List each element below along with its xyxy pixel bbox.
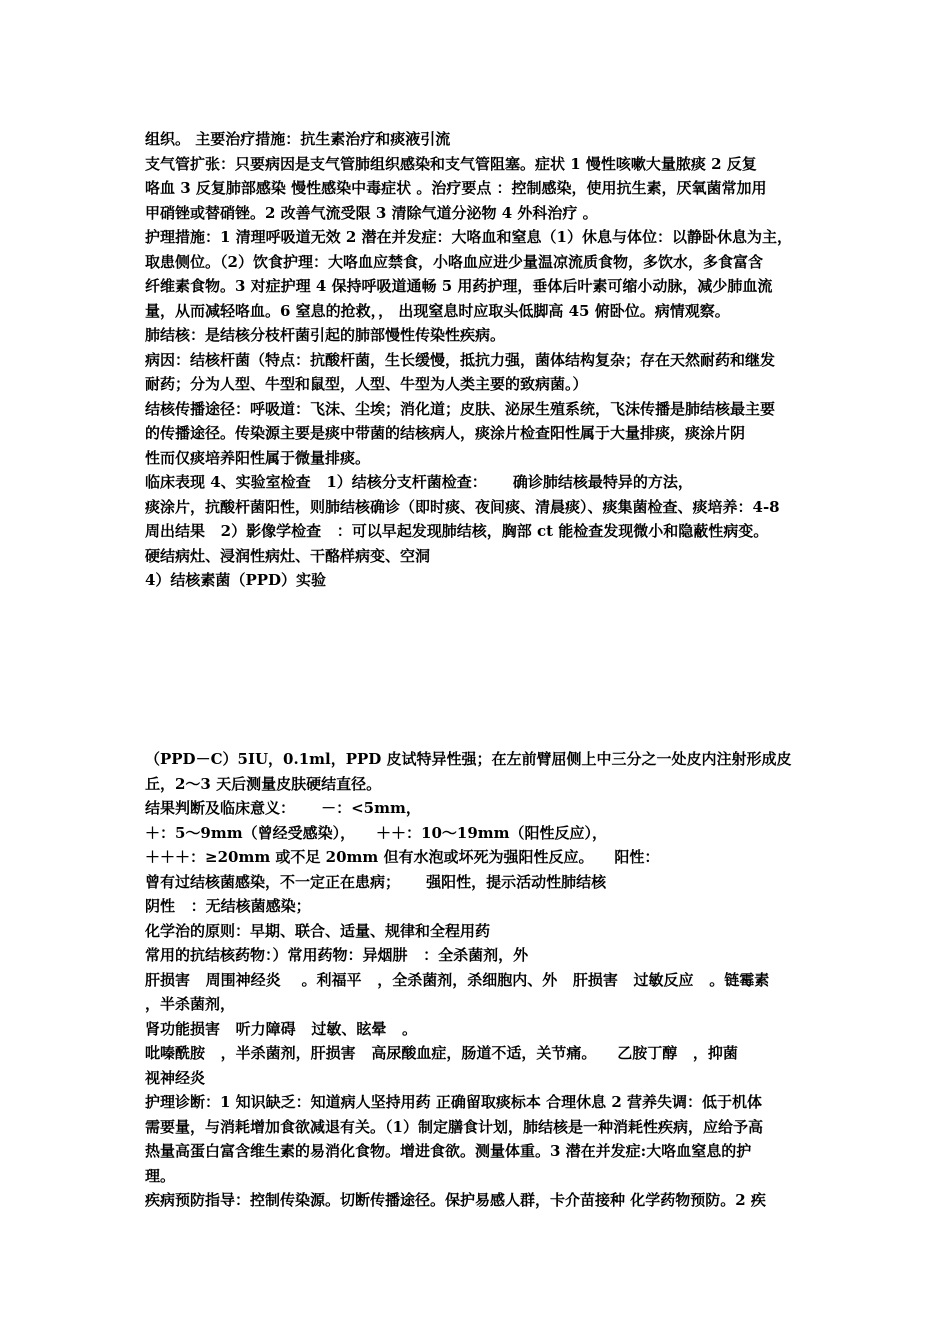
text-line: 视神经炎	[145, 1068, 206, 1087]
text-line: 量，从而减轻咯血。6 窒息的抢救，， 出现窒息时应取头低脚高 45 俯卧位。病情观察。	[145, 301, 730, 320]
text-line: 甲硝锉或替硝锉。2 改善气流受限 3 清除气道分泌物 4 外科治疗 。	[145, 203, 598, 222]
text-line: 组织。 主要治疗措施：抗生素治疗和痰液引流	[145, 130, 451, 148]
text-line: 化学治的原则：早期、联合、适量、规律和全程用药	[145, 921, 491, 940]
text-line: 肾功能损害 听力障碍 过敏、眩晕 。	[145, 1019, 418, 1038]
text-line: 热量高蛋白富含维生素的易消化食物。增进食欲。测量体重。3 潜在并发症:大咯血窒息的护	[145, 1142, 752, 1160]
text-line: 护理措施：1 清理呼吸道无效 2 潜在并发症：大咯血和窒息（1）休息与体位：以静卧休息为主，	[145, 228, 792, 246]
text-line: 支气管扩张：只要病因是支气管肺组织感染和支气管阻塞。症状 1 慢性咳嗽大量脓痰 2 反复	[145, 154, 757, 173]
text-line: 性而仅痰培养阳性属于微量排痰。	[145, 448, 371, 467]
text-line: 硬结病灶、浸润性病灶、干酪样病变、空洞	[145, 546, 431, 565]
text-line: ，半杀菌剂，	[145, 995, 236, 1013]
text-line: 取患侧位。（2）饮食护理：大咯血应禁食，小咯血应进少量温凉流质食物，多饮水，多食富含	[145, 252, 763, 271]
text-line: ＋：5～9mm（曾经受感染）， ＋＋：10～19mm（阳性反应），	[145, 823, 607, 842]
text-line: 周出结果 2）影像学检查 ：可以早起发现肺结核，胸部 ct 能检查发现微小和隐蔽性病变。	[145, 522, 769, 540]
text-line: 疾病预防指导：控制传染源。切断传播途径。保护易感人群，卡介苗接种 化学药物预防。2 疾	[145, 1191, 766, 1209]
text-line: 曾有过结核菌感染，不一定正在患病； 强阳性，提示活动性肺结核	[145, 872, 607, 891]
text-line: 结核传播途径：呼吸道：飞沫、尘埃；消化道；皮肤、泌尿生殖系统，飞沫传播是肺结核最主要	[145, 399, 776, 418]
text-line: 4）结核素菌（PPD）实验	[145, 571, 327, 589]
text-line: 肺结核：是结核分枝杆菌引起的肺部慢性传染性疾病。	[145, 326, 506, 344]
text-section-bottom	[145, 747, 825, 1213]
text-line: 痰涂片，抗酸杆菌阳性，则肺结核确诊（即时痰、夜间痰、清晨痰）、痰集菌检查、痰培养：4-8	[145, 497, 780, 516]
text-line: 护理诊断：1 知识缺乏：知道病人坚持用药 正确留取痰标本 合理休息 2 营养失调：低于机体	[145, 1093, 762, 1111]
text-line: ＋＋＋：≥20mm 或不足 20mm 但有水泡或坏死为强阳性反应。 阳性：	[145, 848, 660, 866]
text-line: 临床表现 4、实验室检查 1）结核分支杆菌检查： 确诊肺结核最特异的方法，	[145, 473, 693, 491]
text-line: 理。	[145, 1166, 176, 1185]
text-line: （PPD－C）5IU，0.1ml，PPD 皮试特异性强；在左前臂屈侧上中三分之一处皮内注射形成皮	[145, 750, 792, 768]
text-line: 肝损害 周围神经炎 。利福平 ，全杀菌剂，杀细胞内、外 肝损害 过敏反应 。链霉素	[145, 970, 770, 989]
text-line: 病因：结核杆菌（特点：抗酸杆菌，生长缓慢，抵抗力强，菌体结构复杂；存在天然耐药和继发	[145, 350, 776, 369]
text-line: 常用的抗结核药物：）常用药物：异烟肼 ：全杀菌剂，外	[145, 946, 529, 964]
text-section-top	[145, 127, 825, 593]
text-line: 耐药；分为人型、牛型和鼠型，人型、牛型为人类主要的致病菌。）	[145, 375, 588, 393]
text-line: 咯血 3 反复肺部感染 慢性感染中毒症状 。治疗要点 ：控制感染，使用抗生素，厌氧菌常加用	[145, 179, 767, 197]
text-line: 纤维素食物。3 对症护理 4 保持呼吸道通畅 5 用药护理，垂体后叶素可缩小动脉，减少肺血流	[145, 277, 773, 295]
text-line: 需要量，与消耗增加食欲减退有关。（1）制定膳食计划，肺结核是一种消耗性疾病，应给予高	[145, 1117, 763, 1136]
text-line: 阴性 ：无结核菌感染；	[145, 897, 311, 915]
text-line: 的传播途径。传染源主要是痰中带菌的结核病人，痰涂片检查阳性属于大量排痰，痰涂片阴	[145, 424, 746, 442]
text-line: 丘，2～3 天后测量皮肤硬结直径。	[145, 774, 382, 793]
text-line: 吡嗪酰胺 ，半杀菌剂，肝损害 高尿酸血症，肠道不适，关节痛。 乙胺丁醇 ，抑菌	[145, 1044, 738, 1062]
text-line: 结果判断及临床意义： －：<5mm，	[145, 799, 421, 817]
